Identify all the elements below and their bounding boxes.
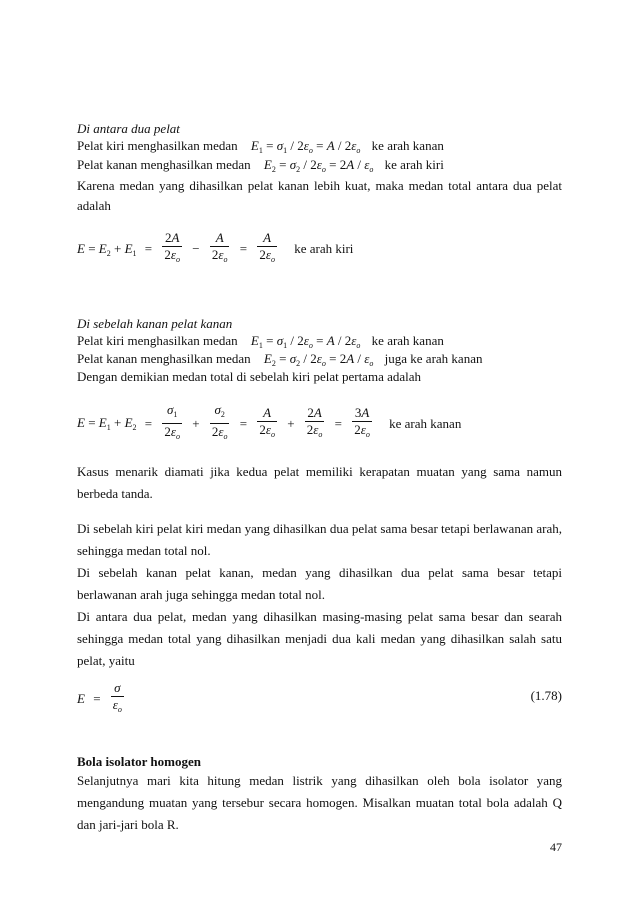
- right-plate-suffix-2: juga ke arah kanan: [384, 351, 483, 366]
- page-number: 47: [550, 840, 562, 854]
- paragraph-interesting-case: Kasus menarik diamati jika kedua pelat memiliki kerapatan muatan yang sama namun berbeda tanda.: [77, 464, 562, 501]
- left-plate-suffix: ke arah kanan: [371, 138, 444, 153]
- left-plate-field-line: [77, 138, 444, 159]
- paragraph-reason-line2: adalah: [77, 198, 111, 213]
- paragraph-homogeneous-sphere: Selanjutnya mari kita hitung medan listrik yang dihasilkan oleh bola isolator yang mengandung muatan yang tersebur secara homogen. Misalkan muatan total bola adalah Q dan jari-jari bola R.: [77, 773, 562, 832]
- right-plate-prefix-2: Pelat kanan menghasilkan medan: [77, 351, 251, 366]
- left-plate-prefix-2: Pelat kiri menghasilkan medan: [77, 333, 238, 348]
- equation-number: (1.78): [530, 688, 562, 703]
- equation-total-between-suffix: ke arah kiri: [294, 241, 354, 256]
- heading-between-plates: Di antara dua pelat: [77, 121, 180, 136]
- left-plate-prefix: Pelat kiri menghasilkan medan: [77, 138, 238, 153]
- paragraph-left-of-left-plate: Di sebelah kiri pelat kiri medan yang dihasilkan dua pelat sama besar tetapi berlawanan arah, sehingga medan total nol.: [77, 521, 562, 558]
- left-plate-formula: $E_1 = \sigma_1 / 2\varepsilon_o = A / 2\varepsilon_o$: [250, 138, 361, 155]
- right-plate-formula-2: $E_2 = \sigma_2 / 2\varepsilon_o = 2A / \varepsilon_o$: [263, 351, 374, 368]
- paragraph-reason-line1: Karena medan yang dihasilkan pelat kanan lebih kuat, maka medan total antara dua pelat: [77, 178, 562, 193]
- paragraph-total-right: Dengan demikian medan total di sebelah kiri pelat pertama adalah: [77, 369, 422, 384]
- equation-total-right: $E = E_1 + E_2$ = $\frac{\sigma_1}{2\varepsilon_o}$ + $\frac{\sigma_2}{2\varepsilon_o}$ = $\frac{A}{2\varepsilon_o}$ + $\frac{2A}{2\varepsilon_o}$ = $\frac{3A}{2\varepsilon_o}$ ke arah kanan: [77, 402, 461, 445]
- left-plate-suffix-2: ke arah kanan: [371, 333, 444, 348]
- paragraph-between-plates: Di antara dua pelat, medan yang dihasilkan masing-masing pelat sama besar dan searah sehingga medan total yang dihasilkan menjadi dua kali medan yang dihasilkan salah satu pelat, yaitu: [77, 609, 562, 668]
- equation-total-right-suffix: ke arah kanan: [389, 415, 462, 431]
- right-plate-prefix: Pelat kanan menghasilkan medan: [77, 157, 251, 172]
- equation-total-between: $E = E_2 + E_1$ = $\frac{2A}{2\varepsilon_o}$ − $\frac{A}{2\varepsilon_o}$ = $\frac{A}{2\varepsilon_o}$ ke arah kiri: [77, 230, 353, 268]
- heading-homogeneous-sphere: Bola isolator homogen: [77, 754, 201, 769]
- equation-field-sigma: E = $\frac{\sigma}{\varepsilon_o}$: [77, 680, 126, 718]
- right-plate-suffix: ke arah kiri: [384, 157, 444, 172]
- left-plate-formula-2: $E_1 = \sigma_1 / 2\varepsilon_o = A / 2\varepsilon_o$: [250, 333, 361, 350]
- heading-right-of-right-plate: Di sebelah kanan pelat kanan: [77, 316, 233, 331]
- right-plate-formula: $E_2 = \sigma_2 / 2\varepsilon_o = 2A / \varepsilon_o$: [263, 157, 374, 174]
- paragraph-right-of-right-plate: Di sebelah kanan pelat kanan, medan yang dihasilkan dua pelat sama besar tetapi berlawanan arah juga sehingga medan total nol.: [77, 565, 562, 602]
